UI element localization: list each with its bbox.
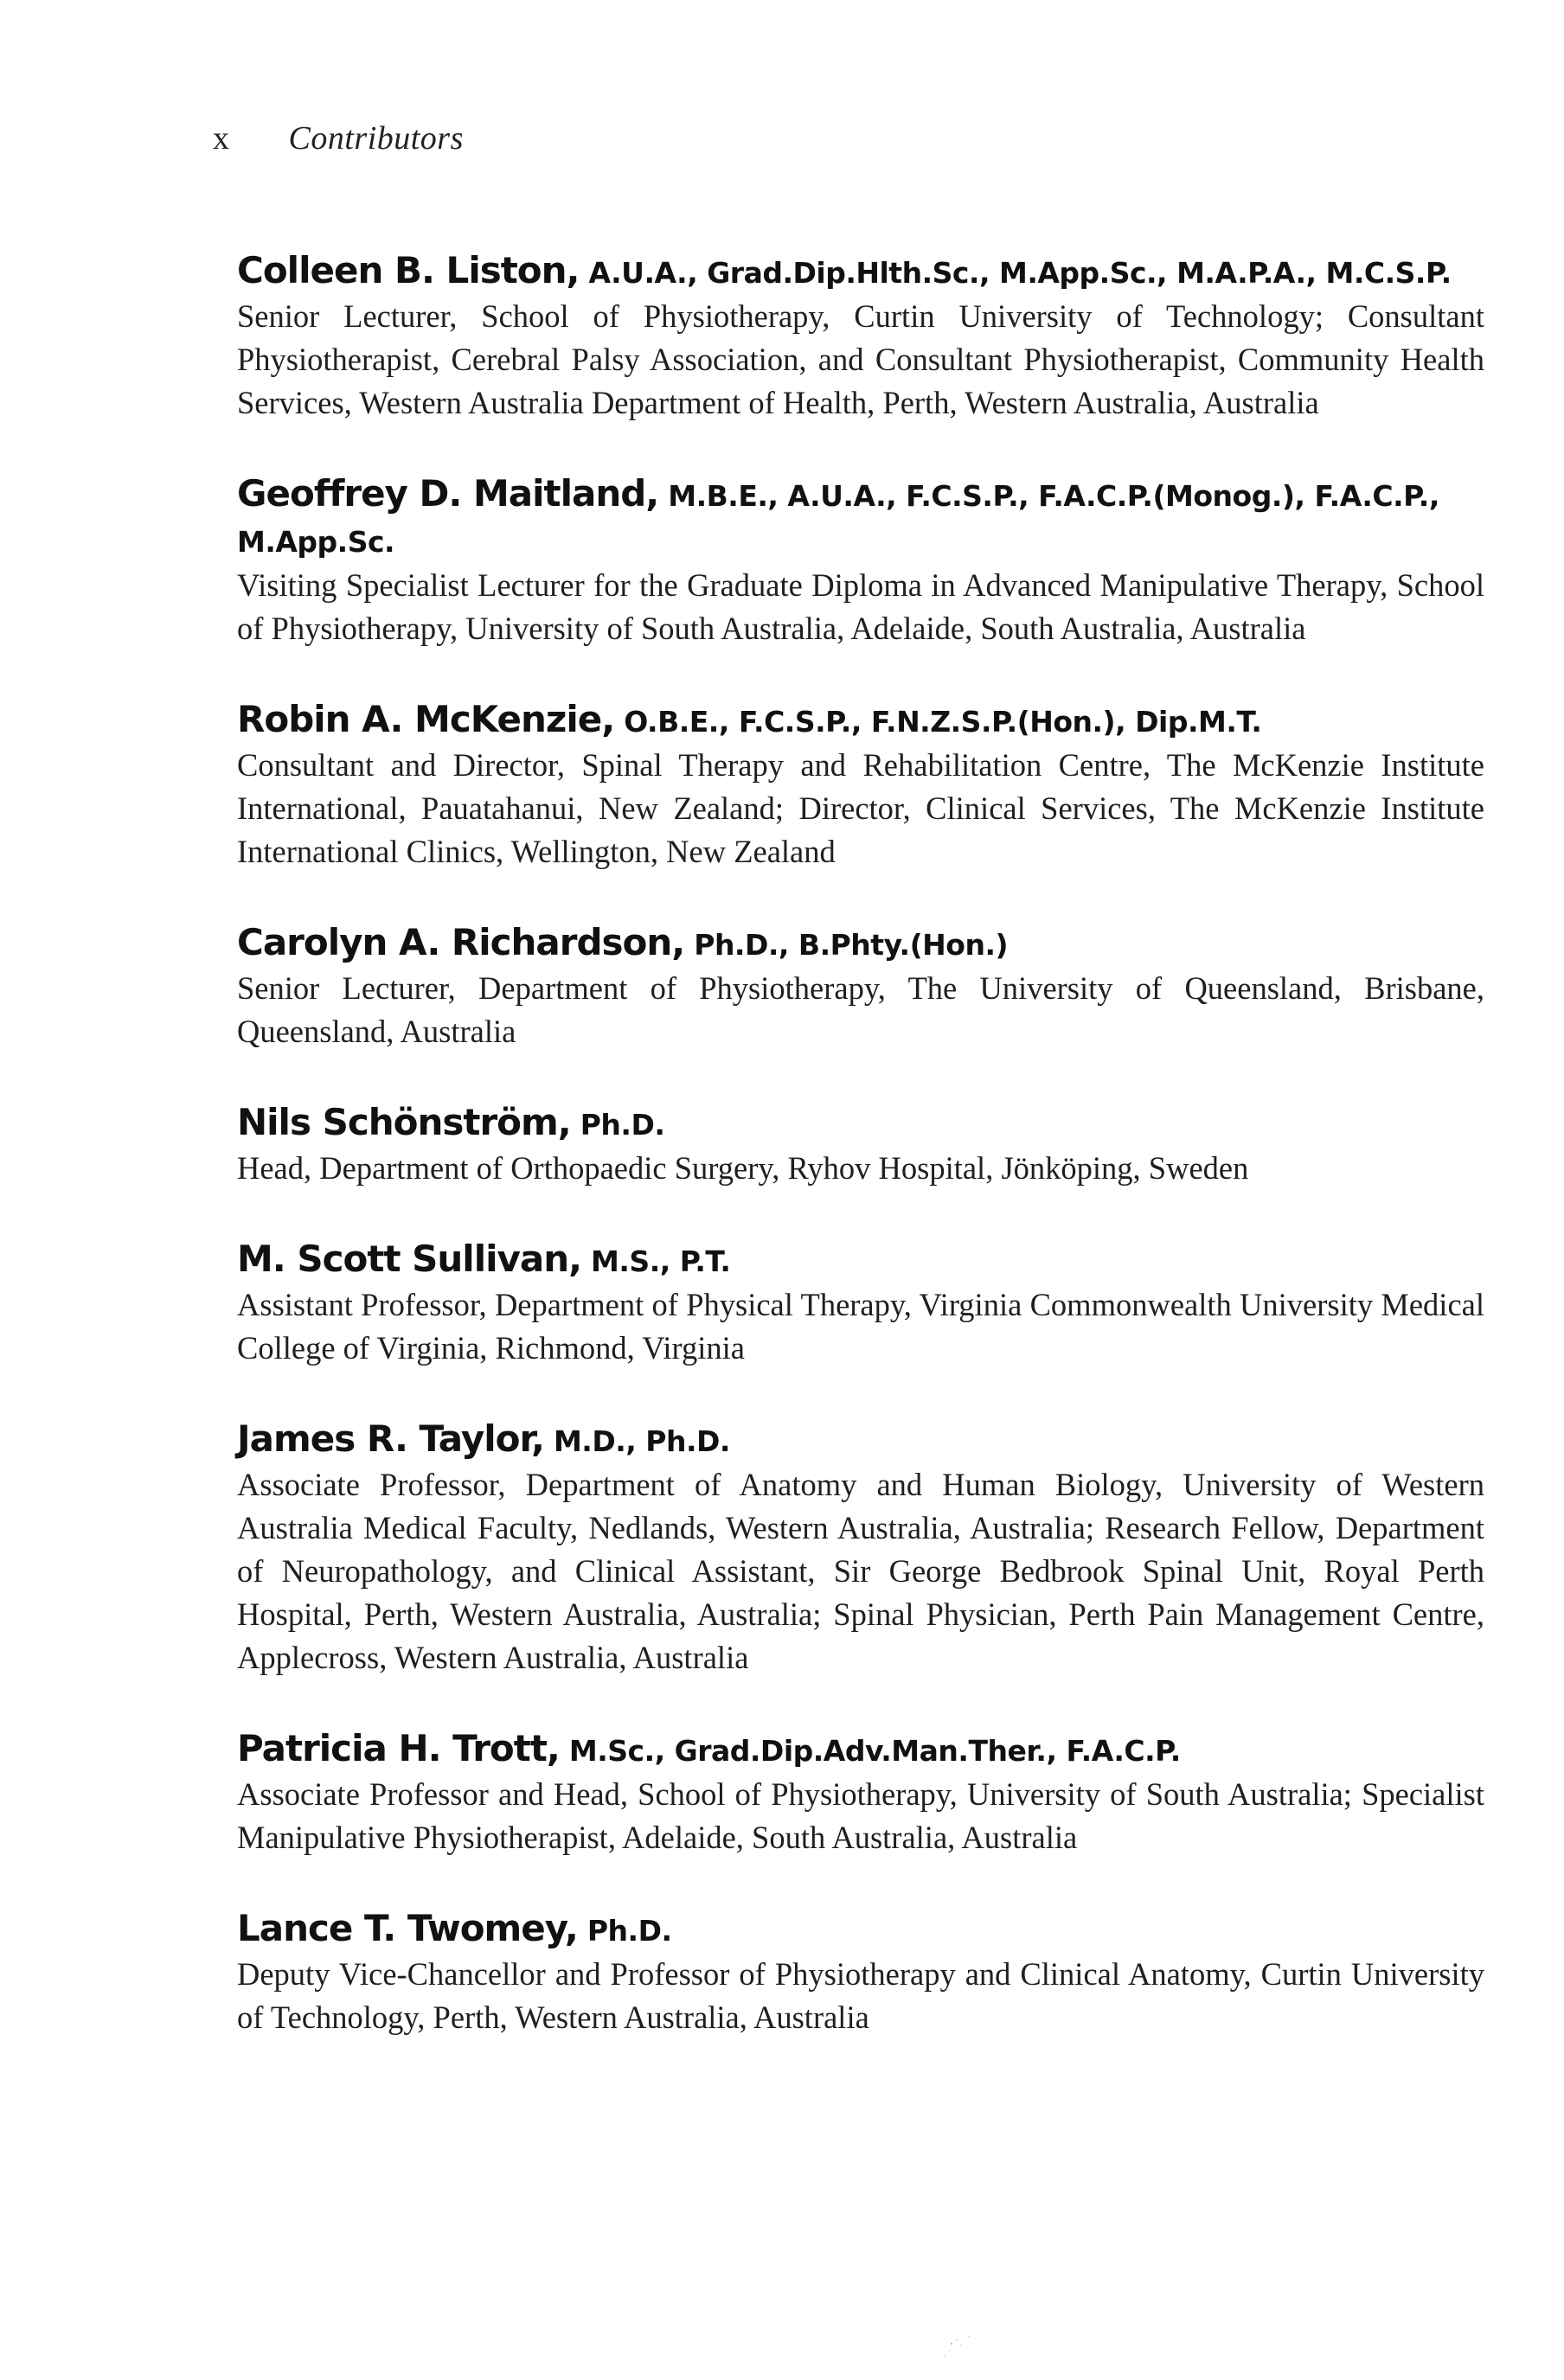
contributor-affiliation: Visiting Specialist Lecturer for the Graduate Diploma in Advanced Manipulative Therapy, School of Physiotherapy, University of South Australia, Adelaide, South Australia, Australia [237, 567, 1484, 646]
contributor-affiliation: Associate Professor and Head, School of Physiotherapy, University of South Australia; Specialist Manipulative Physiotherapist, Adelaide, South Australia, Australia [237, 1776, 1484, 1855]
contributor-name: Carolyn A. Richardson, [237, 921, 685, 963]
contributor-name-heading [237, 1101, 1484, 1147]
contributor-name-heading [237, 921, 1484, 967]
contributor-name: Robin A. McKenzie, [237, 698, 615, 740]
contributor-entry [237, 1238, 1484, 1370]
contributor-entry [237, 1727, 1484, 1859]
contributor-credentials: A.U.A., Grad.Dip.Hlth.Sc., M.App.Sc., M.A.P.A., M.C.S.P. [579, 256, 1452, 290]
contributor-entry [237, 698, 1484, 873]
contributor-entry [237, 1907, 1484, 2039]
contributor-name-heading [237, 472, 1484, 564]
contributor-name: Nils Schönström, [237, 1101, 571, 1143]
contributor-credentials: M.B.E., A.U.A., F.C.S.P., F.A.C.P.(Monog.), F.A.C.P., M.App.Sc. [237, 479, 1439, 559]
contributor-affiliation: Deputy Vice-Chancellor and Professor of Physiotherapy and Clinical Anatomy, Curtin University of Technology, Perth, Western Australia, Australia [237, 1956, 1484, 2035]
contributor-credentials: Ph.D., B.Phty.(Hon.) [684, 928, 1009, 962]
contributor-credentials: M.Sc., Grad.Dip.Adv.Man.Ther., F.A.C.P. [559, 1734, 1181, 1768]
contributor-name: Colleen B. Liston, [237, 249, 580, 291]
contributor-entry [237, 921, 1484, 1053]
contributor-name-heading [237, 1417, 1484, 1463]
contributor-credentials: Ph.D. [570, 1108, 665, 1142]
contributor-name-heading [237, 1727, 1484, 1773]
contributor-name: Geoffrey D. Maitland, [237, 472, 659, 515]
contributor-name: James R. Taylor, [237, 1417, 544, 1460]
page-header [213, 119, 464, 157]
contributor-affiliation: Senior Lecturer, Department of Physiotherapy, The University of Queensland, Brisbane, Queensland, Australia [237, 970, 1484, 1049]
contributor-affiliation: Consultant and Director, Spinal Therapy and Rehabilitation Centre, The McKenzie Institute International, Pauatahanui, New Zealand; Director, Clinical Services, The McKenzie Institute International Clinics, Wellington, New Zealand [237, 747, 1484, 869]
contributor-credentials: Ph.D. [577, 1914, 672, 1948]
contributor-name-heading [237, 249, 1484, 295]
contributor-credentials: M.S., P.T. [581, 1244, 731, 1278]
contributor-entry [237, 1101, 1484, 1190]
contributor-affiliation: Head, Department of Orthopaedic Surgery, Ryhov Hospital, Jönköping, Sweden [237, 1150, 1249, 1186]
contributor-entry [237, 472, 1484, 650]
contributor-name-heading [237, 1238, 1484, 1283]
page-number: x [213, 120, 230, 157]
contributor-entry [237, 249, 1484, 425]
contributor-credentials: M.D., Ph.D. [543, 1424, 730, 1458]
contributor-name-heading [237, 1907, 1484, 1953]
scan-speckle [934, 2326, 1003, 2361]
running-title: Contributors [288, 120, 464, 157]
contributor-credentials: O.B.E., F.C.S.P., F.N.Z.S.P.(Hon.), Dip.M.T. [614, 705, 1262, 739]
contributor-entry [237, 1417, 1484, 1679]
contributor-name: Lance T. Twomey, [237, 1907, 578, 1949]
contributor-name-heading [237, 698, 1484, 744]
contributor-affiliation: Senior Lecturer, School of Physiotherapy, Curtin University of Technology; Consultant Physiotherapist, Cerebral Palsy Association, and Consultant Physiotherapist, Community Health Services, Western Australia Department of Health, Perth, Western Australia, Australia [237, 298, 1484, 420]
contributor-name: M. Scott Sullivan, [237, 1238, 582, 1280]
contributor-name: Patricia H. Trott, [237, 1727, 560, 1769]
contributor-affiliation: Associate Professor, Department of Anatomy and Human Biology, University of Western Australia Medical Faculty, Nedlands, Western Australia, Australia; Research Fellow, Department of Neuropathology, and Clinical Assistant, Sir George Bedbrook Spinal Unit, Royal Perth Hospital, Perth, Western Australia, Australia; Spinal Physician, Perth Pain Management Centre, Applecross, Western Australia, Australia [237, 1467, 1484, 1675]
contributor-list [237, 249, 1484, 2087]
contributor-affiliation: Assistant Professor, Department of Physical Therapy, Virginia Commonwealth University Medical College of Virginia, Richmond, Virginia [237, 1287, 1484, 1366]
